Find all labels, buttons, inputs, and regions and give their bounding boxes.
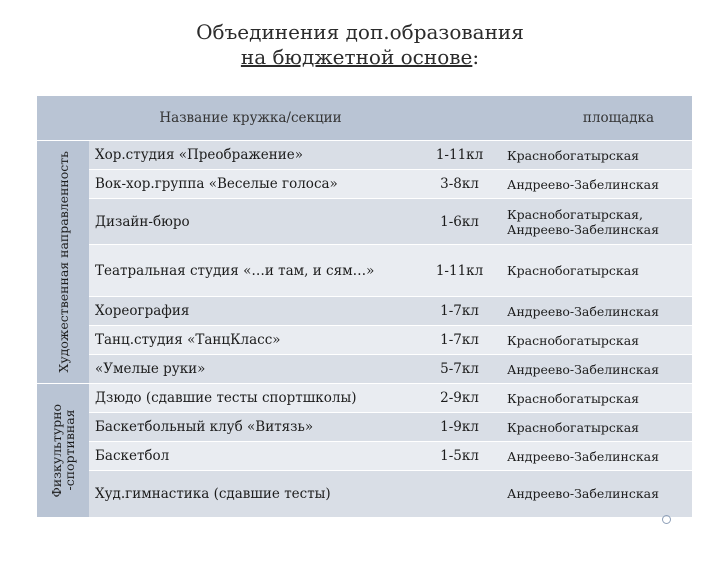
category-art-label: Художественная направленность [55, 151, 71, 373]
row-grade: 5-7кл [418, 355, 501, 384]
table-row [37, 297, 692, 326]
row-name: Худ.гимнастика (сдавшие тесты) [89, 471, 418, 517]
row-place: Андреево-Забелинская [501, 471, 692, 517]
row-name: Вок-хор.группа «Веселые голоса» [89, 170, 418, 199]
table-row [37, 141, 692, 170]
row-place: Андреево-Забелинская [501, 442, 692, 471]
header-name: Название кружка/секции [89, 96, 418, 141]
table-row [37, 442, 692, 471]
table-row [37, 245, 692, 297]
category-art [37, 141, 89, 384]
header-corner [37, 96, 89, 141]
category-sport-label: Физкультурно -спортивная [49, 403, 77, 498]
row-name: Баскетбол [89, 442, 418, 471]
row-name: Хор.студия «Преображение» [89, 141, 418, 170]
row-name: «Умелые руки» [89, 355, 418, 384]
row-place: Краснобогатырская [501, 141, 692, 170]
row-name: Дзюдо (сдавшие тесты спортшколы) [89, 384, 418, 413]
row-place: Краснобогатырская [501, 384, 692, 413]
table-row [37, 170, 692, 199]
clubs-table [37, 96, 692, 517]
title-line-1: Объединения доп.образования [196, 20, 524, 44]
row-name: Дизайн-бюро [89, 199, 418, 245]
row-name: Танц.студия «ТанцКласс» [89, 326, 418, 355]
table-row [37, 413, 692, 442]
row-place: Андреево-Забелинская [501, 170, 692, 199]
row-name: Баскетбольный клуб «Витязь» [89, 413, 418, 442]
row-grade: 1-11кл [418, 141, 501, 170]
title-line-2: на бюджетной основе [240, 45, 473, 69]
row-name: Театральная студия «…и там, и сям…» [89, 245, 418, 297]
table-row [37, 384, 692, 413]
row-grade: 2-9кл [418, 384, 501, 413]
category-sport [37, 384, 89, 517]
header-place: площадка [501, 96, 692, 141]
row-place: Андреево-Забелинская [501, 297, 692, 326]
row-place: Краснобогатырская [501, 245, 692, 297]
row-place: Краснобогатырская, Андреево-Забелинская [501, 199, 692, 245]
row-grade: 1-5кл [418, 442, 501, 471]
row-name: Хореография [89, 297, 418, 326]
title-colon: : [472, 45, 480, 69]
row-grade: 1-9кл [418, 413, 501, 442]
row-grade: 1-6кл [418, 199, 501, 245]
row-grade: 3-8кл [418, 170, 501, 199]
table-row [37, 355, 692, 384]
table-row [37, 199, 692, 245]
row-grade: 1-11кл [418, 245, 501, 297]
slide-dot-ornament [662, 515, 671, 524]
header-grade [418, 96, 501, 141]
row-place: Краснобогатырская [501, 326, 692, 355]
row-place: Краснобогатырская [501, 413, 692, 442]
table-row [37, 326, 692, 355]
table-row [37, 471, 692, 517]
row-grade: 1-7кл [418, 326, 501, 355]
row-grade [418, 471, 501, 517]
table-header-row [37, 96, 692, 141]
slide-title [0, 20, 720, 70]
row-place: Андреево-Забелинская [501, 355, 692, 384]
row-grade: 1-7кл [418, 297, 501, 326]
